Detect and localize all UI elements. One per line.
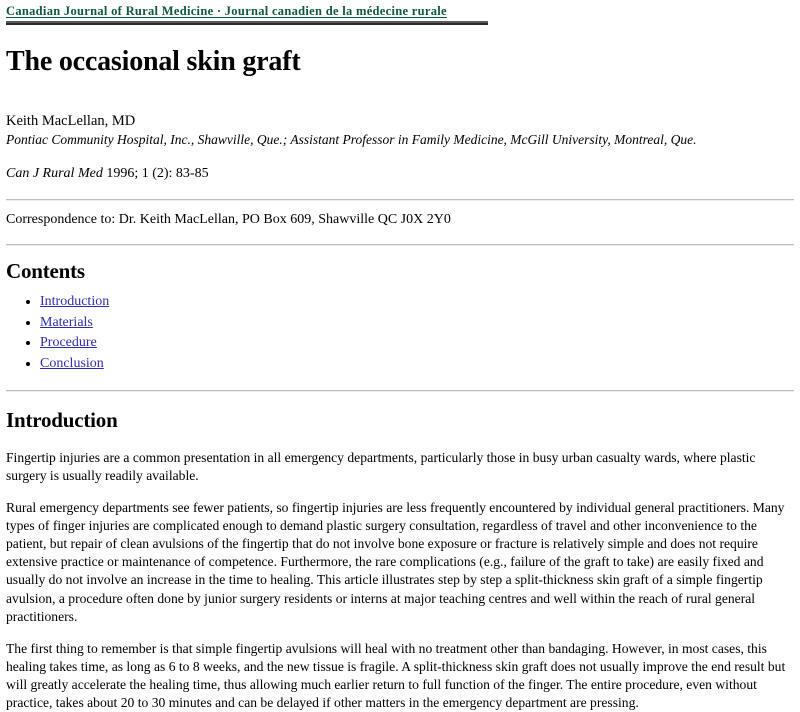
list-item (40, 313, 794, 334)
introduction-heading: Introduction (6, 407, 118, 432)
list-item (40, 333, 794, 354)
toc-link-materials[interactable]: Materials (40, 314, 93, 330)
citation-line (6, 165, 794, 183)
introduction-paragraph-2: Rural emergency departments see fewer patients, so fingertip injuries are less frequently encountered by individual general practitioners. Many types of finger injuries are complicated enough to demand plastic surgery consultation, regardless of travel and other inconvenience to the patient, but repair of clean avulsions of the fingertip that do not involve bone exposure or fracture is relatively simple and does not require extensive practice or maintenance of competence. Furthermore, the rare complications (e.g., failure of the graft to take) are easily fixed and usually do not involve an increase in the time to healing. This article illustrates step by step a split-thickness skin graft of a simple fingertip avulsion, a procedure often done by junior surgery residents or interns at major teaching centres and well within the reach of rural general practitioners. (6, 500, 785, 624)
toc-link-procedure[interactable]: Procedure (40, 335, 97, 351)
toc-link-introduction[interactable]: Introduction (40, 293, 110, 309)
contents-list (6, 292, 794, 375)
journal-banner-title: Canadian Journal of Rural Medicine · Journal canadien de la médecine rurale (6, 4, 447, 18)
banner-divider (6, 21, 488, 25)
introduction-paragraph-3: The first thing to remember is that simple fingertip avulsions will heal with no treatment other than bandaging. However, in most cases, this healing takes time, as long as 6 to 8 weeks, and the new tissue is fragile. A split-thickness skin graft does not usually improve the end result but will greatly accelerate the healing time, thus allowing much earlier return to full function of the finger. The entire procedure, even without practice, takes about 20 to 30 minutes and can be delayed if other matters in the emergency department are pressing. (6, 640, 786, 710)
citation-details: 1996; 1 (2): 83-85 (102, 166, 209, 182)
divider-above-introduction (6, 390, 794, 392)
correspondence-line: Correspondence to: Dr. Keith MacLellan, PO Box 609, Shawville QC J0X 2Y0 (6, 211, 451, 227)
author-name: Keith MacLellan, MD (6, 112, 136, 129)
author-affiliation: Pontiac Community Hospital, Inc., Shawville, Que.; Assistant Professor in Family Medicine, McGill University, Montreal, Que. (6, 131, 697, 147)
divider-above-correspondence (6, 199, 794, 201)
toc-link-conclusion[interactable]: Conclusion (40, 356, 104, 372)
page-title: The occasional skin graft (6, 46, 301, 77)
contents-heading: Contents (6, 258, 85, 283)
list-item (40, 354, 794, 375)
list-item (40, 292, 794, 313)
journal-banner-wrapper (6, 2, 794, 25)
divider-above-contents (6, 244, 794, 246)
introduction-paragraph-1: Fingertip injuries are a common presentation in all emergency departments, particularly those in busy urban casualty wards, where plastic surgery is usually readily available. (6, 450, 756, 484)
citation-journal-name: Can J Rural Med (6, 166, 103, 182)
